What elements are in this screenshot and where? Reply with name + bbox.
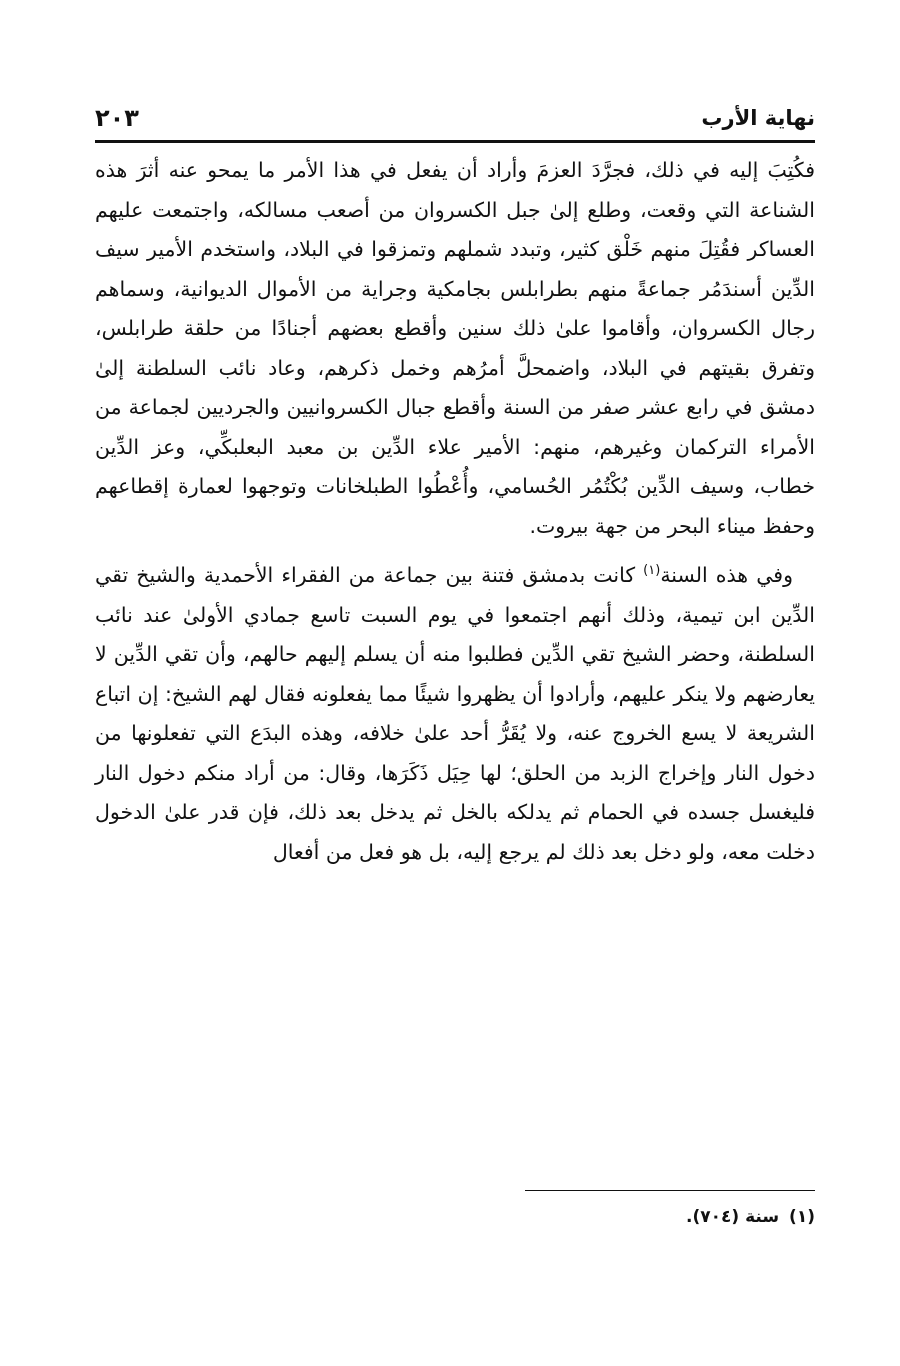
footnote-number: (١) xyxy=(789,1207,815,1227)
footnote-divider xyxy=(525,1190,815,1191)
book-page xyxy=(95,100,815,1260)
page-header xyxy=(95,100,815,143)
paragraph-text: كانت بدمشق فتنة بين جماعة من الفقراء الأحمدية والشيخ تقي الدِّين ابن تيمية، وذلك أنهم اجتمعوا في يوم السبت تاسع جمادي الأولىٰ عند نائب السلطنة، وحضر الشيخ تقي الدِّين فطلبوا منه أن يسلم إليهم حالهم، وأن تقي الدِّين لا يعارضهم ولا ينكر عليهم، وأرادوا أن يظهروا شيئًا مما يفعلونه فقال لهم الشيخ: إن اتباع الشريعة لا يسع الخروج عنه، ولا يُقَرُّ أحد علىٰ خلافه، وهذه البدَع التي تفعلونها من دخول النار وإخراج الزبد من الحلق؛ لها حِيَل ذَكَرَها، وقال: من أراد منكم دخول النار فليغسل جسده في الحمام ثم يدلكه بالخل ثم يدخل بعد ذلك، فإن قدر علىٰ الدخول دخلت معه، ولو دخل بعد ذلك لم يرجع إليه، بل هو فعل من أفعال xyxy=(95,563,815,864)
footnote xyxy=(686,1207,815,1227)
page-number: ٢٠٣ xyxy=(95,104,139,132)
paragraph-text: وفي هذه السنة xyxy=(660,563,793,587)
footnote-reference: (١) xyxy=(643,563,661,579)
footnote-text: سنة (٧٠٤). xyxy=(686,1207,780,1227)
main-text xyxy=(95,151,815,872)
paragraph xyxy=(95,556,815,872)
paragraph: فكُتِبَ إليه في ذلك، فجرَّدَ العزمَ وأراد أن يفعل في هذا الأمر ما يمحو عنه أثرَ هذه الشناعة التي وقعت، وطلع إلىٰ جبل الكسروان من أصعب مسالكه، واجتمعت عليهم العساكر فقُتِلَ منهم خَلْق كثير، وتبدد شملهم وتمزقوا في البلاد، واستخدم الأمير سيف الدِّين أسندَمُر جماعةً منهم بطرابلس بجامكية وجراية من الأموال الديوانية، وسماهم رجال الكسروان، وأقاموا علىٰ ذلك سنين وأقطع بعضهم أجنادًا من حلقة طرابلس، وتفرق بقيتهم في البلاد، واضمحلَّ أمرُهم وخمل ذكرهم، وعاد نائب السلطنة إلىٰ دمشق في رابع عشر صفر من السنة وأقطع جبال الكسروانيين والجرديين لجماعة من الأمراء التركمان وغيرهم، منهم: الأمير علاء الدِّين بن معبد البعلبكِّي، وعز الدِّين خطاب، وسيف الدِّين بُكْتُمُر الحُسامي، وأُعْطُوا الطبلخانات وتوجهوا لعمارة إقطاعهم وحفظ ميناء البحر من جهة بيروت. xyxy=(95,158,815,538)
running-title: نهاية الأرب xyxy=(701,106,815,130)
